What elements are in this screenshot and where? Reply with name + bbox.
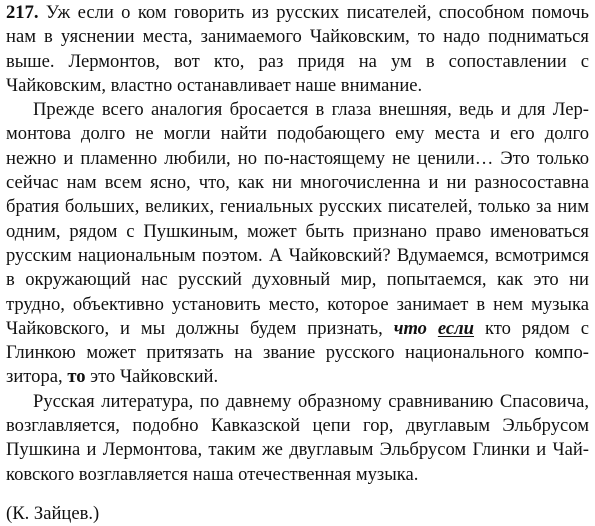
exercise-number: 217.: [6, 2, 39, 23]
highlight-that: то: [67, 366, 86, 388]
highlight-if: если: [437, 317, 475, 339]
paragraph-2: [6, 98, 589, 390]
paragraph-2-text-b: кто рядом с Глинкою может притязать на звание русского национального композитора,: [6, 317, 589, 388]
paragraph-3-text: Русская литература, по давнему образному сравниванию Спасовича, возглавляется, подобно Кавказской цепи гор, двуглавым Эльбрусом Пушкина и Лермонтова, таким же двуглавым Эльбрусом Глинки и Чайковского возглавляется наша отечественная музыка.: [6, 390, 589, 485]
paragraph-2-text-c: это Чайковский.: [90, 366, 219, 388]
paragraph-2-text-a: Прежде всего аналогия бросается в глаза внешняя, ведь и для Лермонтова долго не могли найти подобающего ему места и его долго нежно и пламенно любили, но по-настоящему не ценили… Это только сейчас нам всем ясно, что, как ни многочисленна и ни разносоставна братия больших, великих, гениальных русских писателей, только за ним одним, рядом с Пушкиным, может быть признано право именоваться русским национальным поэтом. А Чайковский? Вдумаемся, всмотримся в окружающий нас русский духовный мир, попытаемся, как это ни трудно, объективно установить место, которое занимает в нем музыка Чайковского, и мы должны будем признать,: [6, 99, 589, 339]
paragraph-3: [6, 390, 589, 487]
highlight-what: что: [393, 317, 427, 339]
paragraph-1-text: Уж если о ком говорить из русских писателей, способном помочь нам в уяснении места, занимаемого Чайковским, то надо подниматься выше. Лермонтов, вот кто, раз придя на ум в сопоставлении с Чайковским, властно останавливает наше внимание.: [6, 2, 589, 96]
exercise-text: [6, 1, 589, 526]
author-attribution: (К. Зайцев.): [6, 502, 100, 524]
paragraph-1: [6, 1, 589, 98]
